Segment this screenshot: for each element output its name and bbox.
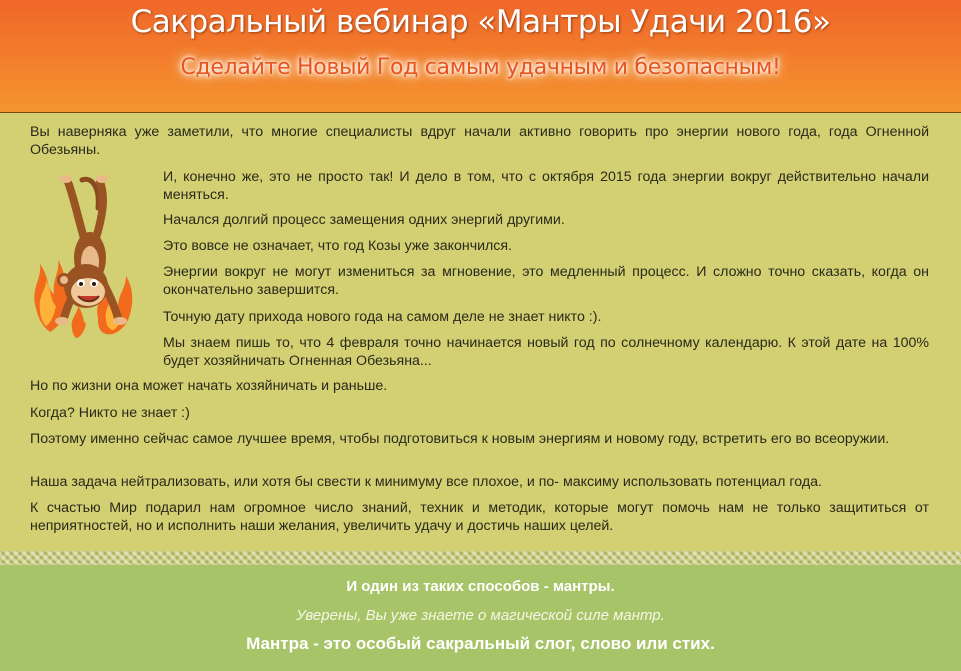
pattern-divider <box>0 551 961 565</box>
paragraph-2: И, конечно же, это не просто так! И дело в том, что с октября 2015 года энергии вокруг действительно начали меняться. <box>163 169 929 203</box>
paragraph-4: Это вовсе не означает, что год Козы уже закончился. <box>163 238 513 254</box>
footer-section <box>0 565 961 671</box>
paragraph-7: Мы знаем пишь то, что 4 февраля точно начинается новый год по солнечному календарю. К этой дате на 100% будет хозяйничать Огненная Обезьяна... <box>163 335 929 369</box>
paragraph-5: Энергии вокруг не могут измениться за мгновение, это медленный процесс. И сложно точно сказать, когда он окончательно завершится. <box>163 264 929 298</box>
paragraph-3: Начался долгий процесс замещения одних энергий другими. <box>163 212 565 228</box>
footer-definition: Мантра - это особый сакральный слог, слово или стих. <box>246 634 715 653</box>
paragraph-intro: Вы наверняка уже заметили, что многие специалисты вдруг начали активно говорить про энергии нового года, года Огненной Обезьяны. <box>30 124 929 158</box>
page-subtitle: Сделайте Новый Год самым удачным и безопасным! <box>180 55 781 80</box>
paragraph-12: К счастью Мир подарил нам огромное число знаний, техник и методик, которые могут помочь нам не только защититься от неприятностей, но и исполнить наши желания, увеличить удачу и достичь наших целей. <box>30 500 929 534</box>
paragraph-9: Когда? Никто не знает :) <box>30 405 190 421</box>
content-section <box>0 113 961 551</box>
fire-monkey-icon <box>28 168 156 343</box>
footer-heading: И один из таких способов - мантры. <box>346 578 615 595</box>
header-banner <box>0 0 961 113</box>
paragraph-8: Но по жизни она может начать хозяйничать и раньше. <box>30 378 388 394</box>
paragraph-6: Точную дату прихода нового года на самом деле не знает никто :). <box>163 309 602 325</box>
page-title: Сакральный вебинар «Мантры Удачи 2016» <box>130 4 831 40</box>
paragraph-11: Наша задача нейтрализовать, или хотя бы свести к минимуму все плохое, и по- максиму использовать потенциал года. <box>30 474 822 490</box>
footer-italic-note: Уверены, Вы уже знаете о магической силе мантр. <box>296 607 665 624</box>
paragraph-10: Поэтому именно сейчас самое лучшее время, чтобы подготовиться к новым энергиям и новому году, встретить его во всеоружии. <box>30 431 890 447</box>
